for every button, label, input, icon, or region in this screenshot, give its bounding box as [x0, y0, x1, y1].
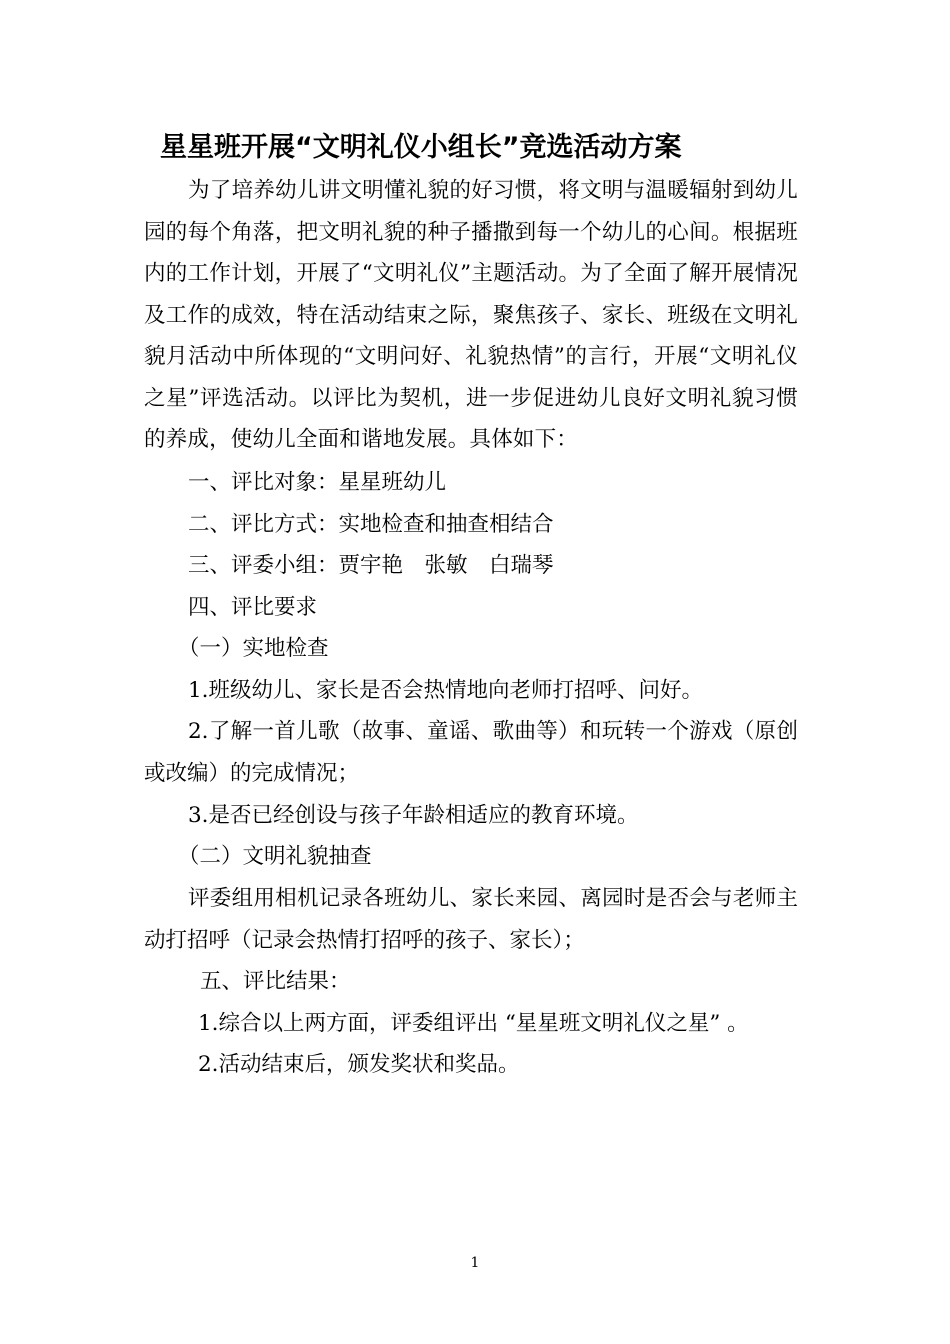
page-number: 1: [470, 1255, 480, 1271]
document-title: 星星班开展“文明礼仪小组长”竞选活动方案: [160, 132, 682, 163]
intro-paragraph: 为了培养幼儿讲文明懂礼貌的好习惯，将文明与温暖辐射到幼儿园的每个角落，把文明礼貌的种子播撒到每一个幼儿的心间。根据班内的工作计划，开展了“文明礼仪”主题活动。为了全面了解开展情况及工作的成效，特在活动结束之际，聚焦孩子、家长、班级在文明礼貌月活动中所体现的“文明问好、礼貌热情”的言行，开展“文明礼仪之星”评选活动。以评比为契机，进一步促进幼儿良好文明礼貌习惯的养成，使幼儿全面和谐地发展。具体如下：: [144, 178, 798, 452]
result-item-1: 1.综合以上两方面，评委组评出 “星星班文明礼仪之星” 。: [198, 1011, 749, 1036]
section-evaluation-method: 二、评比方式：实地检查和抽查相结合: [188, 512, 554, 537]
section-evaluation-results: 五、评比结果：: [200, 969, 351, 994]
inspection-item-1: 1.班级幼儿、家长是否会热情地向老师打招呼、问好。: [188, 678, 704, 703]
subsection-on-site-inspection: （一）实地检查: [178, 636, 329, 661]
subsection-spot-check: （二）文明礼貌抽查: [178, 844, 372, 869]
inspection-item-2: 2.了解一首儿歌（故事、童谣、歌曲等）和玩转一个游戏（原创或改编）的完成情况；: [144, 719, 798, 786]
section-evaluation-requirements: 四、评比要求: [188, 595, 318, 620]
spot-check-text: 评委组用相机记录各班幼儿、家长来园、离园时是否会与老师主动打招呼（记录会热情打招呼的孩子、家长）；: [144, 886, 798, 953]
section-judging-panel: 三、评委小组：贾宇艳 张敏 白瑞琴: [188, 553, 554, 578]
inspection-item-3: 3.是否已经创设与孩子年龄相适应的教育环境。: [188, 803, 639, 828]
section-evaluation-target: 一、评比对象：星星班幼儿: [188, 470, 447, 495]
result-item-2: 2.活动结束后，颁发奖状和奖品。: [198, 1052, 520, 1077]
